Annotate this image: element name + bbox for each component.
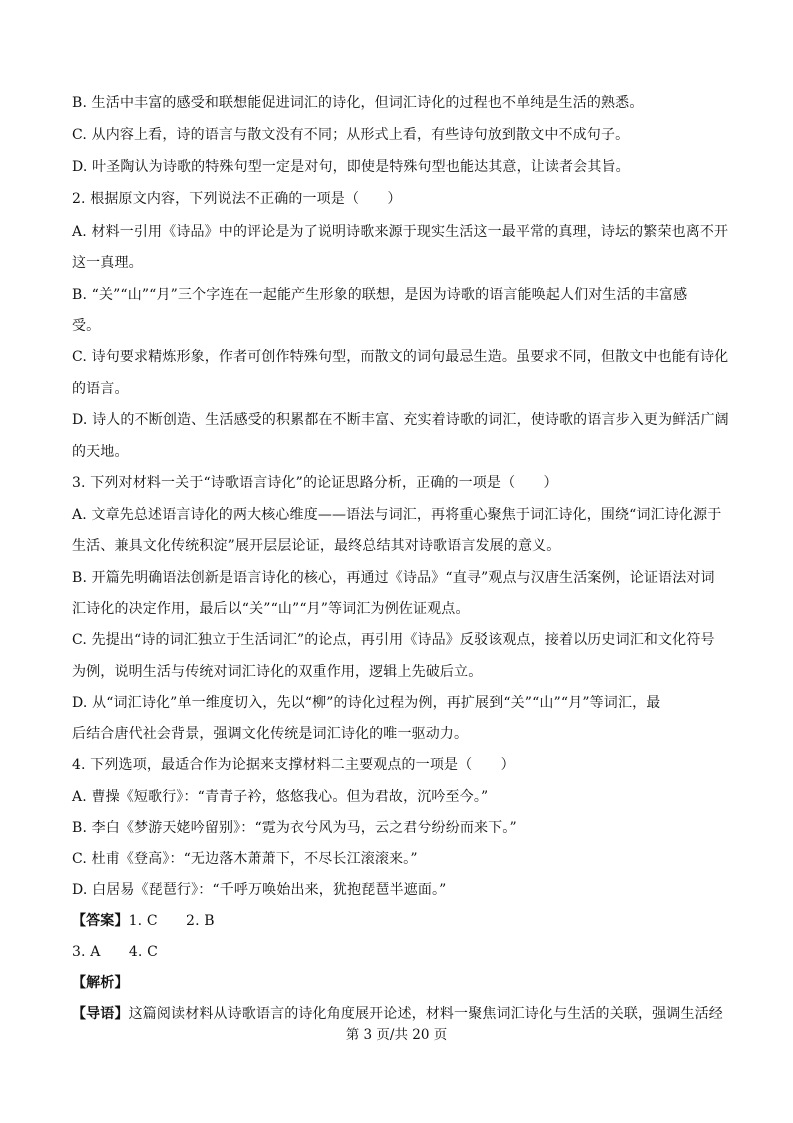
option-d-q2-cont: 的天地。 xyxy=(72,444,129,460)
option-a-q2-cont: 这一真理。 xyxy=(72,255,143,271)
option-c-q3: C. 先提出“诗的词汇独立于生活词汇”的论点，再引用《诗品》反驳该观点，接着以历史词汇和文化符号 xyxy=(72,632,715,648)
option-a-q3: A. 文章先总述语言诗化的两大核心维度——语法与词汇，再将重心聚焦于词汇诗化，围绕“词汇诗化源于 xyxy=(72,507,722,523)
answer-row-1 xyxy=(72,913,722,929)
option-d-q4: D. 白居易《琵琶行》：“千呼万唤始出来，犹抱琵琶半遮面。” xyxy=(72,882,447,898)
answer-values-1: 1. C 2. B xyxy=(128,913,215,929)
option-c-q1: C. 从内容上看，诗的语言与散文没有不同；从形式上看，有些诗句放到散文中不成句子。 xyxy=(72,127,630,143)
option-a-q4: A. 曹操《短歌行》：“青青子衿，悠悠我心。但为君故，沉吟至今。” xyxy=(72,789,489,805)
answer-tag: 【答案】 xyxy=(72,913,129,929)
option-b-q3-cont: 汇诗化的决定作用，最后以“关”“山”“月”等词汇为例佐证观点。 xyxy=(72,601,470,617)
option-c-q2: C. 诗句要求精炼形象，作者可创作特殊句型，而散文的词句最忌生造。虽要求不同，但散文中也能有诗化 xyxy=(72,349,729,365)
guide-row xyxy=(72,1006,722,1022)
option-d-q3: D. 从“词汇诗化”单一维度切入，先以“柳”的诗化过程为例，再扩展到“关”“山”“月”等词汇，最 xyxy=(72,695,661,711)
question-2: 2. 根据原文内容，下列说法不正确的一项是（ ） xyxy=(72,191,402,207)
option-d-q1: D. 叶圣陶认为诗歌的特殊句型一定是对句，即使是特殊句型也能达其意，让读者会其旨。 xyxy=(72,159,630,175)
option-b-q1: B. 生活中丰富的感受和联想能促进词汇的诗化，但词汇诗化的过程也不单纯是生活的熟悉。 xyxy=(72,95,644,111)
analysis-tag: 【解析】 xyxy=(72,975,129,991)
analysis-row xyxy=(72,975,722,991)
option-d-q3-cont: 后结合唐代社会背景，强调文化传统是词汇诗化的唯一驱动力。 xyxy=(72,726,469,742)
guide-tag: 【导语】 xyxy=(72,1006,129,1022)
option-d-q2: D. 诗人的不断创造、生活感受的积累都在不断丰富、充实着诗歌的词汇，使诗歌的语言步入更为鲜活广阔 xyxy=(72,412,729,428)
question-4: 4. 下列选项，最适合作为论据来支撑材料二主要观点的一项是（ ） xyxy=(72,757,515,773)
option-c-q4: C. 杜甫《登高》：“无边落木萧萧下，不尽长江滚滚来。” xyxy=(72,851,418,867)
page-footer: 第 3 页/共 20 页 xyxy=(345,1027,448,1043)
option-b-q3: B. 开篇先明确语法创新是语言诗化的核心，再通过《诗品》“直寻”观点与汉唐生活案例，论证语法对词 xyxy=(72,570,715,586)
option-c-q3-cont: 为例，说明生活与传统对词汇诗化的双重作用，逻辑上先破后立。 xyxy=(72,664,483,680)
option-b-q2: B. “关”“山”“月”三个字连在一起能产生形象的联想，是因为诗歌的语言能唤起人们对生活的丰富感 xyxy=(72,287,688,303)
option-a-q3-cont: 生活、兼具文化传统积淀”展开层层论证，最终总结其对诗歌语言发展的意义。 xyxy=(72,538,561,554)
option-c-q2-cont: 的语言。 xyxy=(72,381,129,397)
question-3: 3. 下列对材料一关于“诗歌语言诗化”的论证思路分析，正确的一项是（ ） xyxy=(72,475,558,491)
guide-text: 这篇阅读材料从诗歌语言的诗化角度展开论述，材料一聚焦词汇诗化与生活的关联，强调生活经 xyxy=(128,1006,723,1022)
answer-row-2: 3. A 4. C xyxy=(72,944,158,960)
option-b-q4: B. 李白《梦游天姥吟留别》：“霓为衣兮风为马，云之君兮纷纷而来下。” xyxy=(72,820,517,836)
option-b-q2-cont: 受。 xyxy=(72,318,101,334)
option-a-q2: A. 材料一引用《诗品》中的评论是为了说明诗歌来源于现实生活这一最平常的真理，诗坛的繁荣也离不开 xyxy=(72,224,729,240)
